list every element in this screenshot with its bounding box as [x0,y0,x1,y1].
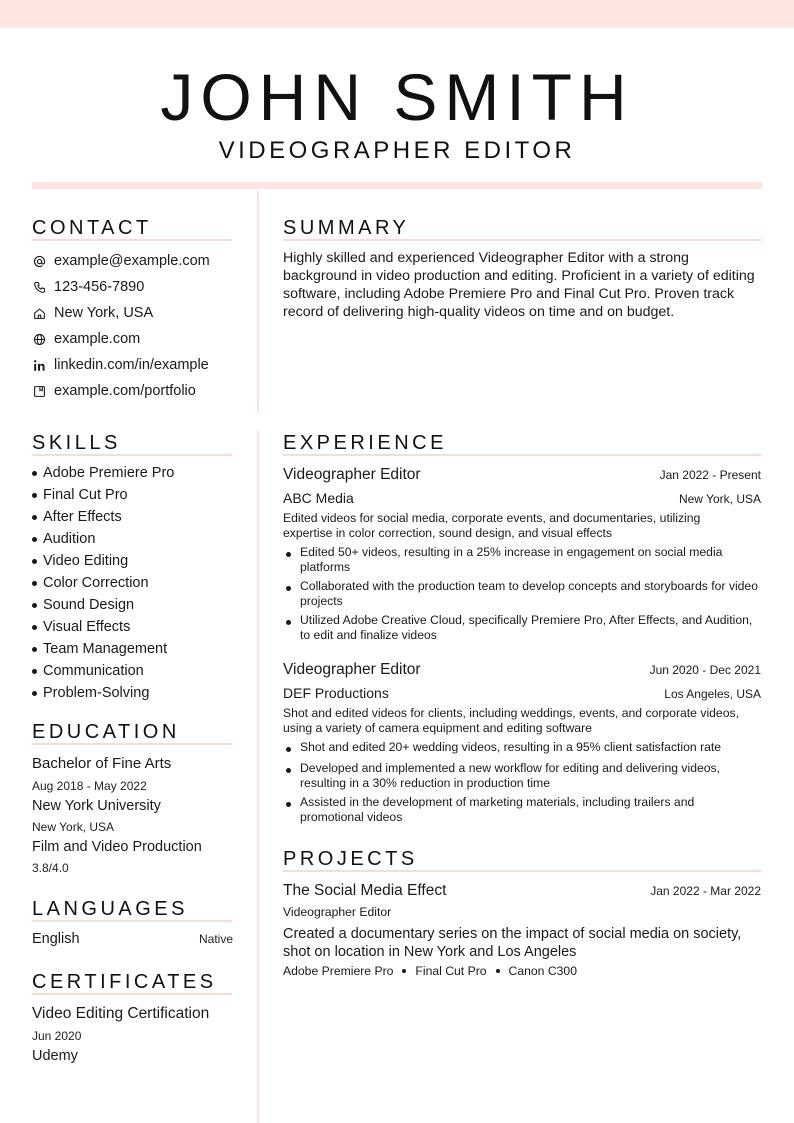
project-1-role: Videographer Editor [283,905,392,919]
language-name: English [32,931,80,947]
job-2-bullet: Assisted in the development of marketing materials, including trailers and promotional videos [283,795,761,825]
skill-item: Sound Design [32,594,252,616]
summary-heading: SUMMARY [283,217,410,239]
contact-location [32,300,252,326]
skills-heading: SKILLS [32,432,121,454]
language-level: Native [198,932,233,946]
job-2-description: Shot and edited videos for clients, including weddings, events, and corporate videos, using a variety of camera equipment and editing software [283,706,739,735]
skill-item: After Effects [32,506,252,528]
education-degree: Bachelor of Fine Arts [32,755,172,772]
job-1-company: ABC Media [283,490,354,506]
tool-separator-dot [402,969,406,973]
contact-phone-text: 123-456-7890 [54,279,145,295]
certificates-rule [32,993,232,995]
project-1-tool: Adobe Premiere Pro [283,964,394,978]
project-1-dates: Jan 2022 - Mar 2022 [650,884,761,898]
job-1-role: Videographer Editor [283,466,421,483]
summary-rule [283,239,761,241]
certificates-heading: CERTIFICATES [32,971,217,993]
certificate-issuer: Udemy [32,1048,78,1064]
skills-rule [32,454,232,456]
project-1-tool: Final Cut Pro [415,964,487,978]
projects-rule [283,870,761,872]
contact-list [32,248,252,404]
experience-heading: EXPERIENCE [283,432,447,454]
skill-item: Visual Effects [32,616,252,638]
job-2-role: Videographer Editor [283,661,421,678]
skill-item: Adobe Premiere Pro [32,462,252,484]
linkedin-icon [32,358,46,372]
skill-item: Final Cut Pro [32,484,252,506]
skill-item: Team Management [32,638,252,660]
project-1-description: Created a documentary series on the impact of social media on society, shot on location in New York and Los Angeles [283,926,742,960]
job-2-company-row [283,685,761,701]
skill-item: Communication [32,660,252,682]
contact-phone[interactable] [32,274,252,300]
contact-heading: CONTACT [32,217,152,239]
language-row [32,932,233,947]
job-1-bullet: Edited 50+ videos, resulting in a 25% increase in engagement on social media platforms [283,545,761,575]
job-2-header [283,661,761,679]
skills-list [32,462,252,704]
column-divider-bottom [257,430,259,1123]
certificate-date: Jun 2020 [32,1029,82,1043]
job-2-company: DEF Productions [283,685,389,701]
job-1-bullet: Utilized Adobe Creative Cloud, specifically Premiere Pro, After Effects, and Audition, to edit and finalize videos [283,613,761,643]
experience-rule [283,454,761,456]
education-heading: EDUCATION [32,721,180,743]
education-rule [32,743,232,745]
contact-rule [32,239,232,241]
education-gpa: 3.8/4.0 [32,861,69,875]
job-1-bullets [283,545,761,647]
contact-portfolio-text: example.com/portfolio [54,383,196,399]
education-location: New York, USA [32,820,115,834]
job-2-location: Los Angeles, USA [664,687,761,701]
contact-linkedin-text: linkedin.com/in/example [54,357,209,373]
home-icon [32,306,46,320]
languages-heading: LANGUAGES [32,898,188,920]
job-1-company-row [283,490,761,506]
job-2-dates: Jun 2020 - Dec 2021 [649,663,761,677]
at-icon [32,254,46,268]
candidate-name: JOHN SMITH [160,60,634,134]
education-dates: Aug 2018 - May 2022 [32,779,147,793]
summary-text: Highly skilled and experienced Videographer Editor with a strong background in video production and editing. Proficient in a variety of editing software, including Adobe Premiere Pro and Final Cut Pro. Proven track record of delivering high-quality videos on time and on budget. [283,250,755,320]
phone-icon [32,280,46,294]
portfolio-icon [32,384,46,398]
contact-email-text: example@example.com [54,253,210,269]
header-divider [32,182,762,189]
job-1-location: New York, USA [678,492,761,506]
project-1-header [283,882,761,900]
project-1-tool: Canon C300 [508,964,577,978]
job-1-dates: Jan 2022 - Present [659,468,761,482]
job-1-description: Edited videos for social media, corporate events, and documentaries, utilizing expertise in color correction, sound design, and visual effects [283,511,701,540]
tool-separator-dot [496,969,500,973]
job-1-bullet: Collaborated with the production team to develop concepts and storyboards for video projects [283,579,761,609]
contact-email[interactable] [32,248,252,274]
contact-linkedin[interactable] [32,352,252,378]
job-2-bullets [283,740,761,829]
skill-item: Video Editing [32,550,252,572]
contact-website[interactable] [32,326,252,352]
contact-website-text: example.com [54,331,141,347]
contact-location-text: New York, USA [54,305,154,321]
job-2-bullet: Developed and implemented a new workflow for editing and delivering videos, resulting in a 30% reduction in production time [283,761,761,791]
skill-item: Color Correction [32,572,252,594]
contact-portfolio[interactable] [32,378,252,404]
job-2-bullet: Shot and edited 20+ wedding videos, resulting in a 95% client satisfaction rate [283,740,761,755]
job-1-header [283,466,761,484]
certificate-name: Video Editing Certification [32,1005,210,1022]
skill-item: Audition [32,528,252,550]
skill-item: Problem-Solving [32,682,252,704]
education-school: New York University [32,798,161,814]
project-1-tools [283,964,577,978]
column-divider-top [257,190,259,413]
languages-rule [32,920,232,922]
top-accent-band [0,0,794,28]
education-field: Film and Video Production [32,839,202,855]
project-1-name: The Social Media Effect [283,882,447,899]
candidate-title: VIDEOGRAPHER EDITOR [218,137,576,164]
globe-icon [32,332,46,346]
projects-heading: PROJECTS [283,848,418,870]
